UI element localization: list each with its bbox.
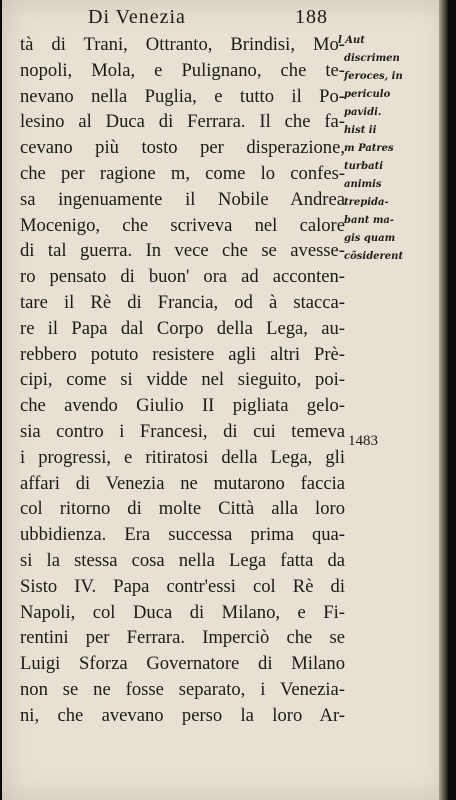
text-line: lesino al Duca di Ferrara. Il che fa- xyxy=(20,111,345,133)
running-header xyxy=(88,6,328,30)
text-line: tare il Rè di Francia, od à stacca- xyxy=(20,291,345,313)
marginal-note-line: turbati xyxy=(344,161,384,172)
text-line: tà di Trani, Ottranto, Brindisi, Mo- xyxy=(20,34,345,55)
text-line: rebbero potuto resistere agli altri Prè- xyxy=(20,343,345,365)
marginal-note-line: gis quam xyxy=(344,233,396,244)
text-line: nopoli, Mola, e Pulignano, che te- xyxy=(20,59,345,81)
page-edge-shadow xyxy=(439,0,448,800)
running-title: Di Venezia xyxy=(88,6,186,28)
body-text xyxy=(20,32,345,729)
text-line: affari di Venezia ne mutarono faccia xyxy=(20,472,345,494)
marginal-note-line: periculo xyxy=(344,89,391,100)
page-number: 188 xyxy=(295,6,328,28)
text-line: ro pensato di buon' ora ad acconten- xyxy=(20,266,345,288)
text-line: che per ragione m, come lo confes- xyxy=(20,162,345,184)
margin-date: 1483 xyxy=(348,433,378,449)
text-line: non se ne fosse separato, i Veneziа- xyxy=(20,678,345,700)
text-line: Mocenigo, che scriveva nel calore xyxy=(20,214,345,236)
marginal-note-line: l Aut xyxy=(338,35,365,46)
marginal-note-line: animis xyxy=(344,179,382,190)
text-line: che avendo Giulio II pigliata gelo- xyxy=(20,395,345,417)
marginal-note-line: pavidi. xyxy=(344,107,382,118)
text-line: Sisto IV. Papa contr'essi col Rè di xyxy=(20,575,345,597)
marginal-note-line: feroces, in xyxy=(344,71,403,82)
marginal-note-line: m Patres xyxy=(344,143,394,154)
marginal-note-line: hist ii xyxy=(344,125,377,136)
marginal-note-line: cõsiderent xyxy=(344,251,404,262)
text-line: col ritorno di molte Città alla loro xyxy=(20,498,345,520)
marginal-note-line: discrimen xyxy=(344,53,400,64)
book-page xyxy=(2,0,448,800)
text-line: sia contro i Francesi, di cui temeva xyxy=(20,420,345,442)
text-line: cipi, come si vidde nel sieguito, poi- xyxy=(20,369,345,391)
marginal-note-line: trepida- xyxy=(344,197,389,208)
text-line: Luigi Sforza Governatore di Milano xyxy=(20,653,345,675)
text-line: Napoli, col Duca di Milano, e Fi- xyxy=(20,601,345,623)
text-line: i progressi, e ritiratosi della Lega, gli xyxy=(20,446,345,468)
marginal-note xyxy=(334,32,404,266)
text-line: rentini per Ferrara. Imperciò che se xyxy=(20,627,345,649)
text-line: di tal guerra. In vece che se avesse- xyxy=(20,240,345,262)
text-line: re il Papa dal Corpo della Lega, au- xyxy=(20,317,345,339)
text-line: ni, che avevano perso la loro Ar- xyxy=(20,704,345,726)
text-line: ubbidienza. Era successa prima qua- xyxy=(20,524,345,546)
text-line: sa ingenuamente il Nobile Andrea xyxy=(20,188,345,210)
text-line: cevano più tosto per disperazione, xyxy=(20,137,345,159)
marginal-note-line: bant ma- xyxy=(344,215,395,226)
text-line: si la stessa cosa nella Lega fatta da xyxy=(20,549,345,571)
text-line: nevano nella Puglia, e tutto il Po- xyxy=(20,85,345,107)
